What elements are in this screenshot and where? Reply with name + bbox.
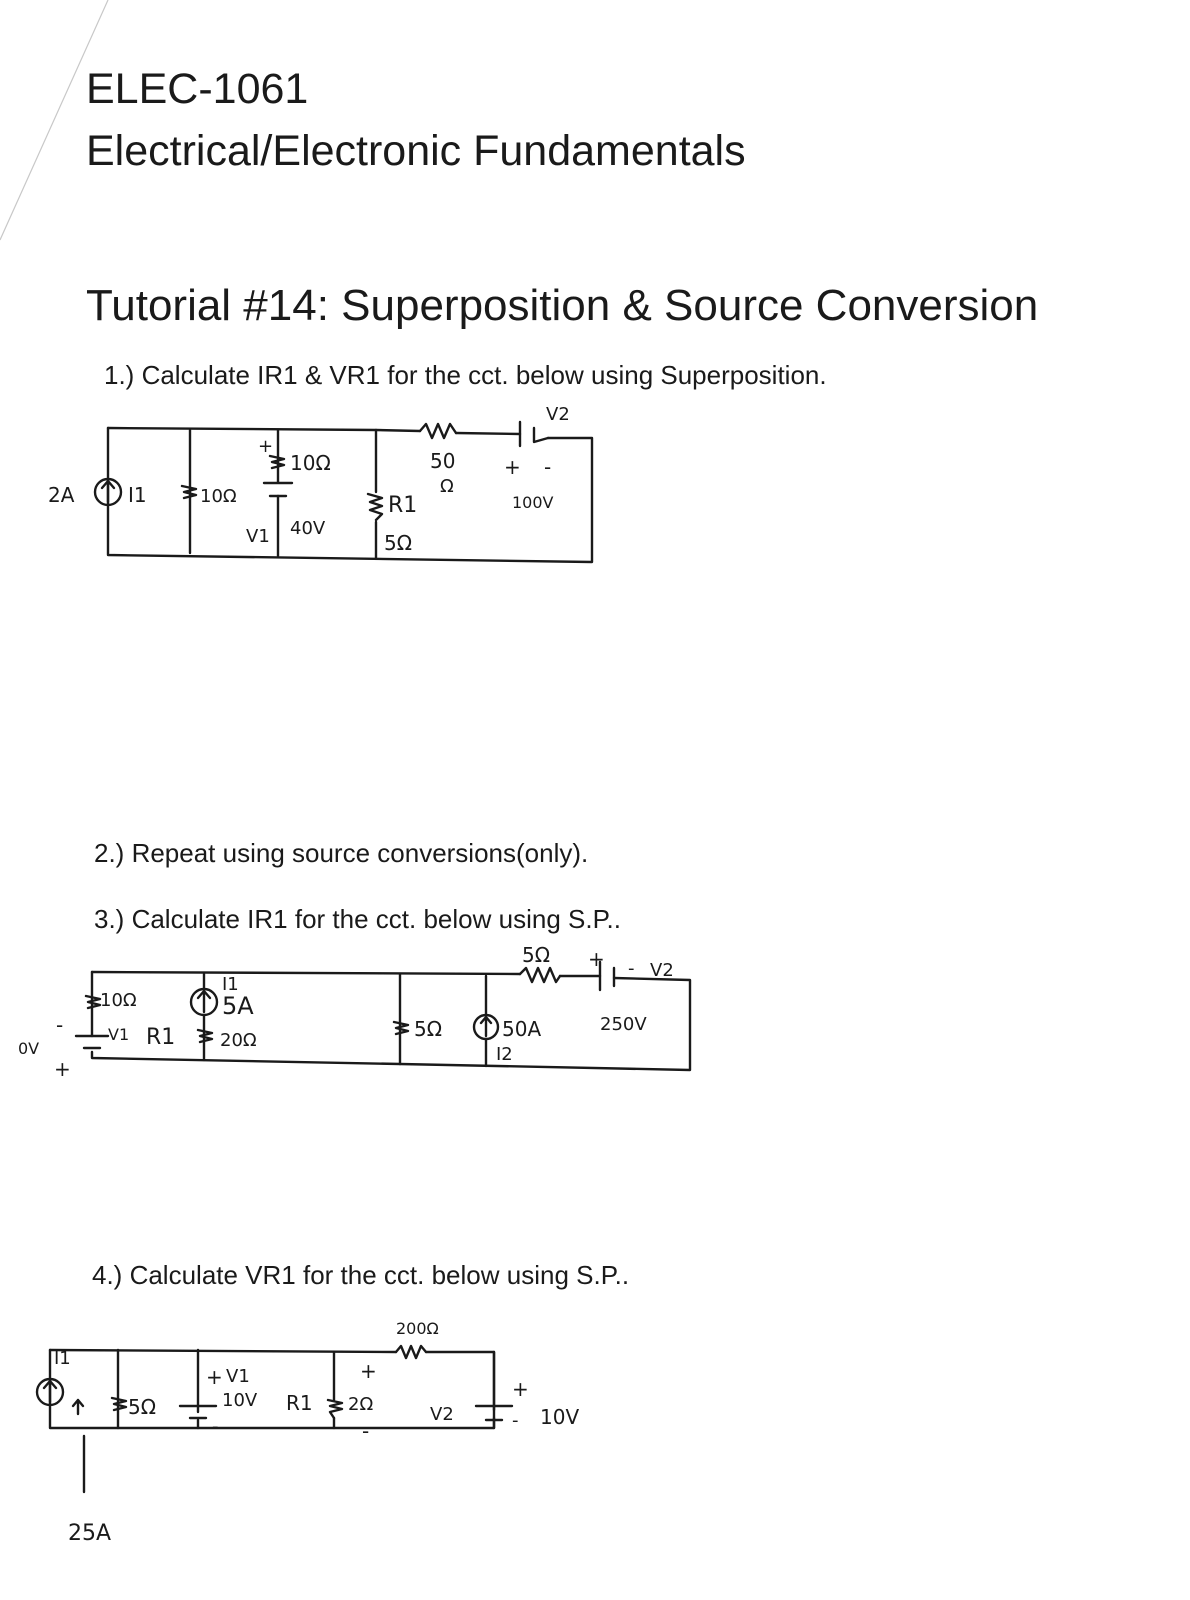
c2-left-resistor: 10Ω (100, 990, 137, 1011)
circuit-3-resistor-symbols (112, 1346, 426, 1418)
c3-i1-value: 25A (68, 1521, 112, 1546)
c1-r1-name: R1 (388, 493, 418, 518)
c3-r1-minus: - (362, 1419, 370, 1443)
c1-v1-value: 40V (290, 518, 326, 539)
c3-v1-value: 10V (222, 1390, 258, 1411)
c1-v1-plus: + (258, 436, 274, 457)
question-1: 1.) Calculate IR1 & VR1 for the cct. below using Superposition. (104, 360, 827, 390)
c2-i1-name: I1 (222, 974, 239, 995)
question-4: 4.) Calculate VR1 for the cct. below using S.P.. (92, 1260, 630, 1290)
circuit-3-current-source (37, 1379, 83, 1414)
c2-i2-name: I2 (496, 1044, 513, 1065)
c1-v1-name: V1 (246, 526, 270, 547)
c2-v1-plus: + (54, 1057, 71, 1081)
c2-v2-value: 250V (600, 1014, 647, 1035)
question-3: 3.) Calculate IR1 for the cct. below using S.P.. (94, 904, 622, 934)
question-2: 2.) Repeat using source conversions(only). (94, 838, 589, 868)
c1-series-resistor-unit: Ω (440, 476, 454, 497)
c2-i1-value: 5A (222, 992, 254, 1020)
c2-v2-minus: - (628, 958, 635, 979)
c2-mid-resistor: 5Ω (414, 1017, 443, 1041)
course-code: ELEC-1061 (86, 65, 309, 113)
c3-left-resistor: 5Ω (128, 1395, 157, 1419)
c1-source-value: 2A (48, 483, 75, 507)
c1-current-name: I1 (128, 483, 147, 507)
c1-v2-minus: - (544, 455, 552, 479)
c3-v1-plus: + (206, 1365, 223, 1389)
c3-r1-value: 2Ω (348, 1394, 374, 1415)
c3-v2-minus: - (512, 1410, 519, 1431)
c2-r1-name: R1 (146, 1025, 176, 1050)
c2-i2-value: 50A (502, 1017, 542, 1041)
c2-v1-minus: - (56, 1013, 64, 1037)
c1-v2-value: 100V (512, 493, 554, 512)
c2-v2-name: V2 (650, 960, 674, 981)
c1-v2-plus: + (504, 455, 521, 479)
c2-v1-name: V1 (108, 1025, 130, 1044)
c2-v1-value: 0V (18, 1039, 40, 1058)
c3-v2-plus: + (512, 1377, 529, 1401)
c2-r1-value: 20Ω (220, 1030, 257, 1051)
c3-v2-name: V2 (430, 1404, 454, 1425)
c1-shunt-resistor: 10Ω (200, 486, 237, 507)
c3-r1-plus: + (360, 1359, 377, 1383)
c2-v2-plus: + (588, 947, 605, 971)
c3-r1-name: R1 (286, 1391, 313, 1415)
c3-top-resistor: 200Ω (396, 1319, 439, 1338)
c3-v1-name: V1 (226, 1366, 250, 1387)
c1-v2-name: V2 (546, 404, 570, 425)
circuit-3-wires (50, 1350, 494, 1492)
c3-v1-minus: - (212, 1416, 219, 1437)
c1-series-resistor-value: 50 (430, 449, 456, 473)
c3-v2-value: 10V (540, 1405, 580, 1429)
tutorial-title: Tutorial #14: Superposition & Source Conversion (86, 281, 1039, 330)
course-title: Electrical/Electronic Fundamentals (86, 127, 746, 175)
c1-top-resistor: 10Ω (290, 451, 331, 475)
c2-top-resistor: 5Ω (522, 943, 551, 967)
c1-r1-value: 5Ω (384, 531, 413, 555)
c3-i1-name: I1 (54, 1348, 71, 1369)
